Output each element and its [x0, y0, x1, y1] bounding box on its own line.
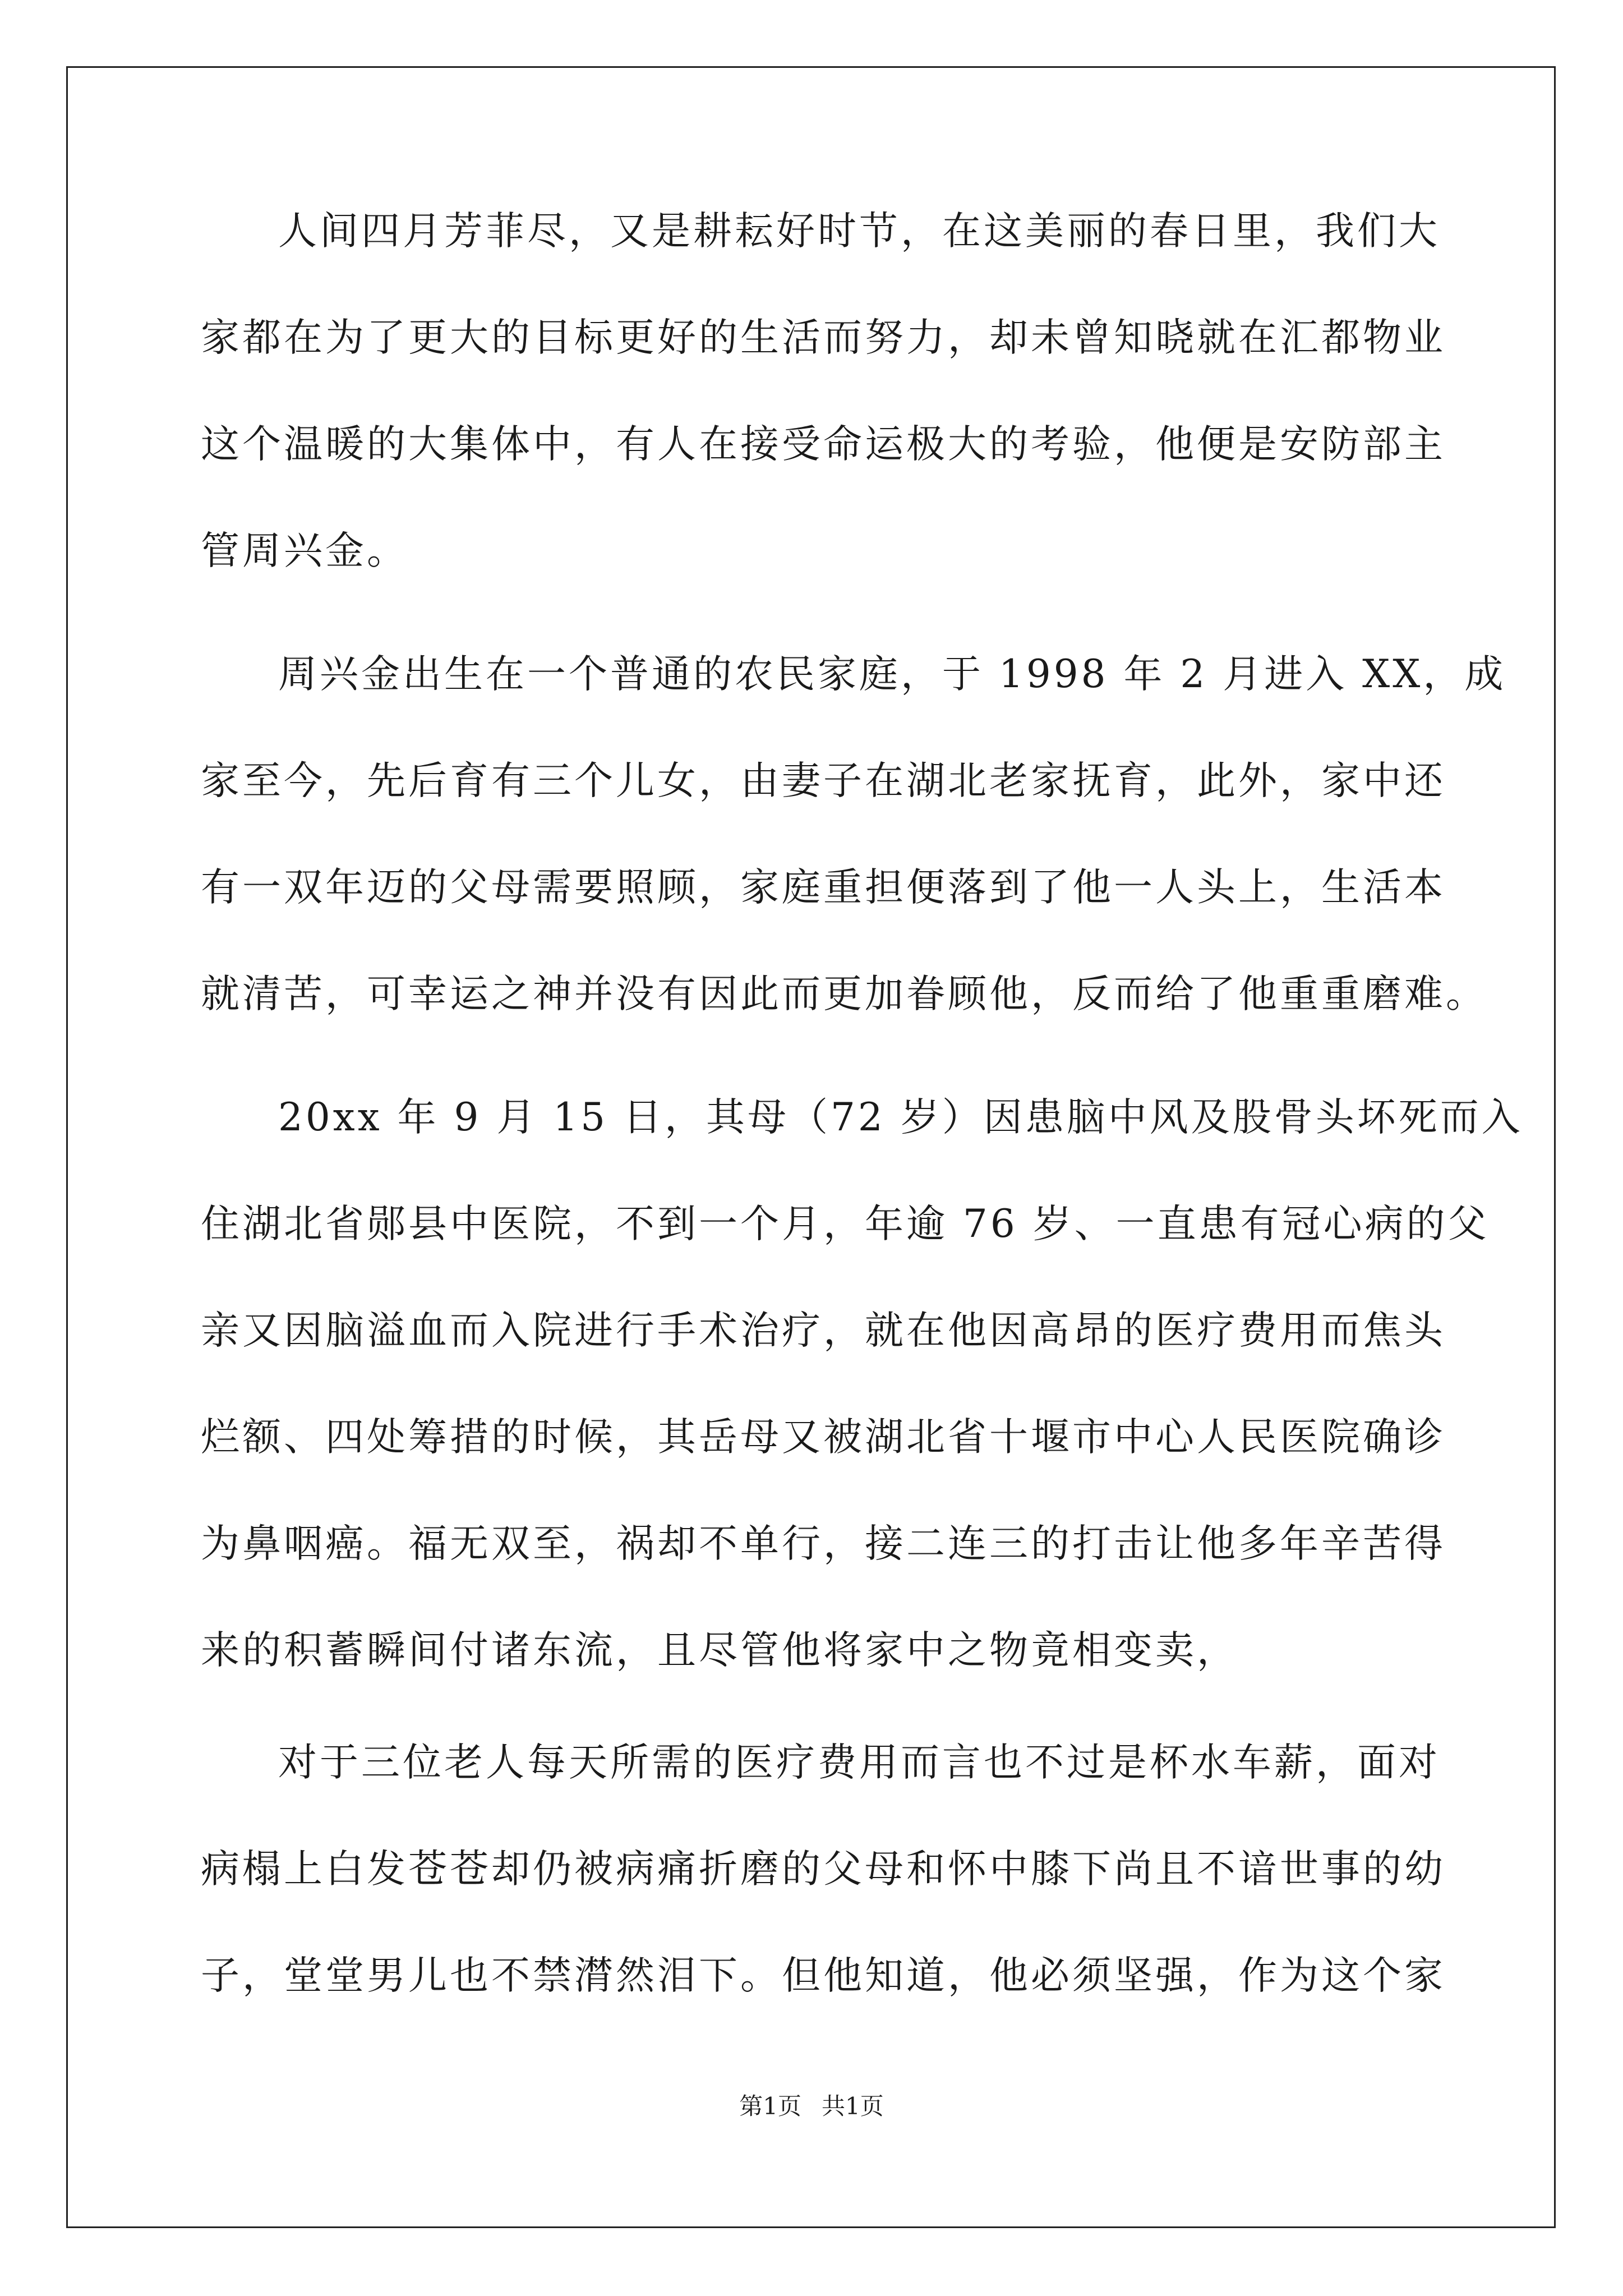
text-line: 这个温暖的大集体中，有人在接受命运极大的考验，他便是安防部主	[201, 422, 1446, 467]
page-number-current: 第1页	[739, 2092, 801, 2120]
text-line: 住湖北省郧县中医院，不到一个月，年逾 76 岁、一直患有冠心病的父	[201, 1202, 1490, 1246]
text-line: 亲又因脑溢血而入院进行手术治疗，就在他因高昂的医疗费用而焦头	[201, 1308, 1446, 1353]
text-line: 烂额、四处筹措的时候，其岳母又被湖北省十堰市中心人民医院确诊	[201, 1415, 1446, 1460]
page-border	[66, 66, 1556, 2228]
text-line: 家都在为了更大的目标更好的生活而努力，却未曾知晓就在汇都物业	[201, 315, 1446, 360]
text-line: 周兴金出生在一个普通的农民家庭，于 1998 年 2 月进入 XX，成	[278, 652, 1506, 697]
text-line: 对于三位老人每天所需的医疗费用而言也不过是杯水车薪，面对	[278, 1740, 1440, 1785]
text-line: 来的积蓄瞬间付诸东流，且尽管他将家中之物竟相变卖，	[201, 1628, 1238, 1673]
text-line: 家至今，先后育有三个儿女，由妻子在湖北老家抚育，此外，家中还	[201, 758, 1446, 803]
text-line: 就清苦，可幸运之神并没有因此而更加眷顾他，反而给了他重重磨难。	[201, 972, 1487, 1016]
text-line: 为鼻咽癌。福无双至，祸却不单行，接二连三的打击让他多年辛苦得	[201, 1521, 1446, 1566]
text-line: 子，堂堂男儿也不禁潸然泪下。但他知道，他必须坚强，作为这个家	[201, 1953, 1446, 1998]
text-line: 人间四月芳菲尽，又是耕耘好时节，在这美丽的春日里，我们大	[278, 209, 1440, 254]
page-number-total: 共1页	[822, 2092, 884, 2120]
page-footer	[0, 2092, 1623, 2120]
text-line: 管周兴金。	[201, 528, 408, 573]
text-line: 有一双年迈的父母需要照顾，家庭重担便落到了他一人头上，生活本	[201, 865, 1446, 910]
text-line: 病榻上白发苍苍却仍被病痛折磨的父母和怀中膝下尚且不谙世事的幼	[201, 1847, 1446, 1892]
text-line: 20xx 年 9 月 15 日，其母（72 岁）因患脑中风及股骨头坏死而入	[278, 1095, 1523, 1140]
